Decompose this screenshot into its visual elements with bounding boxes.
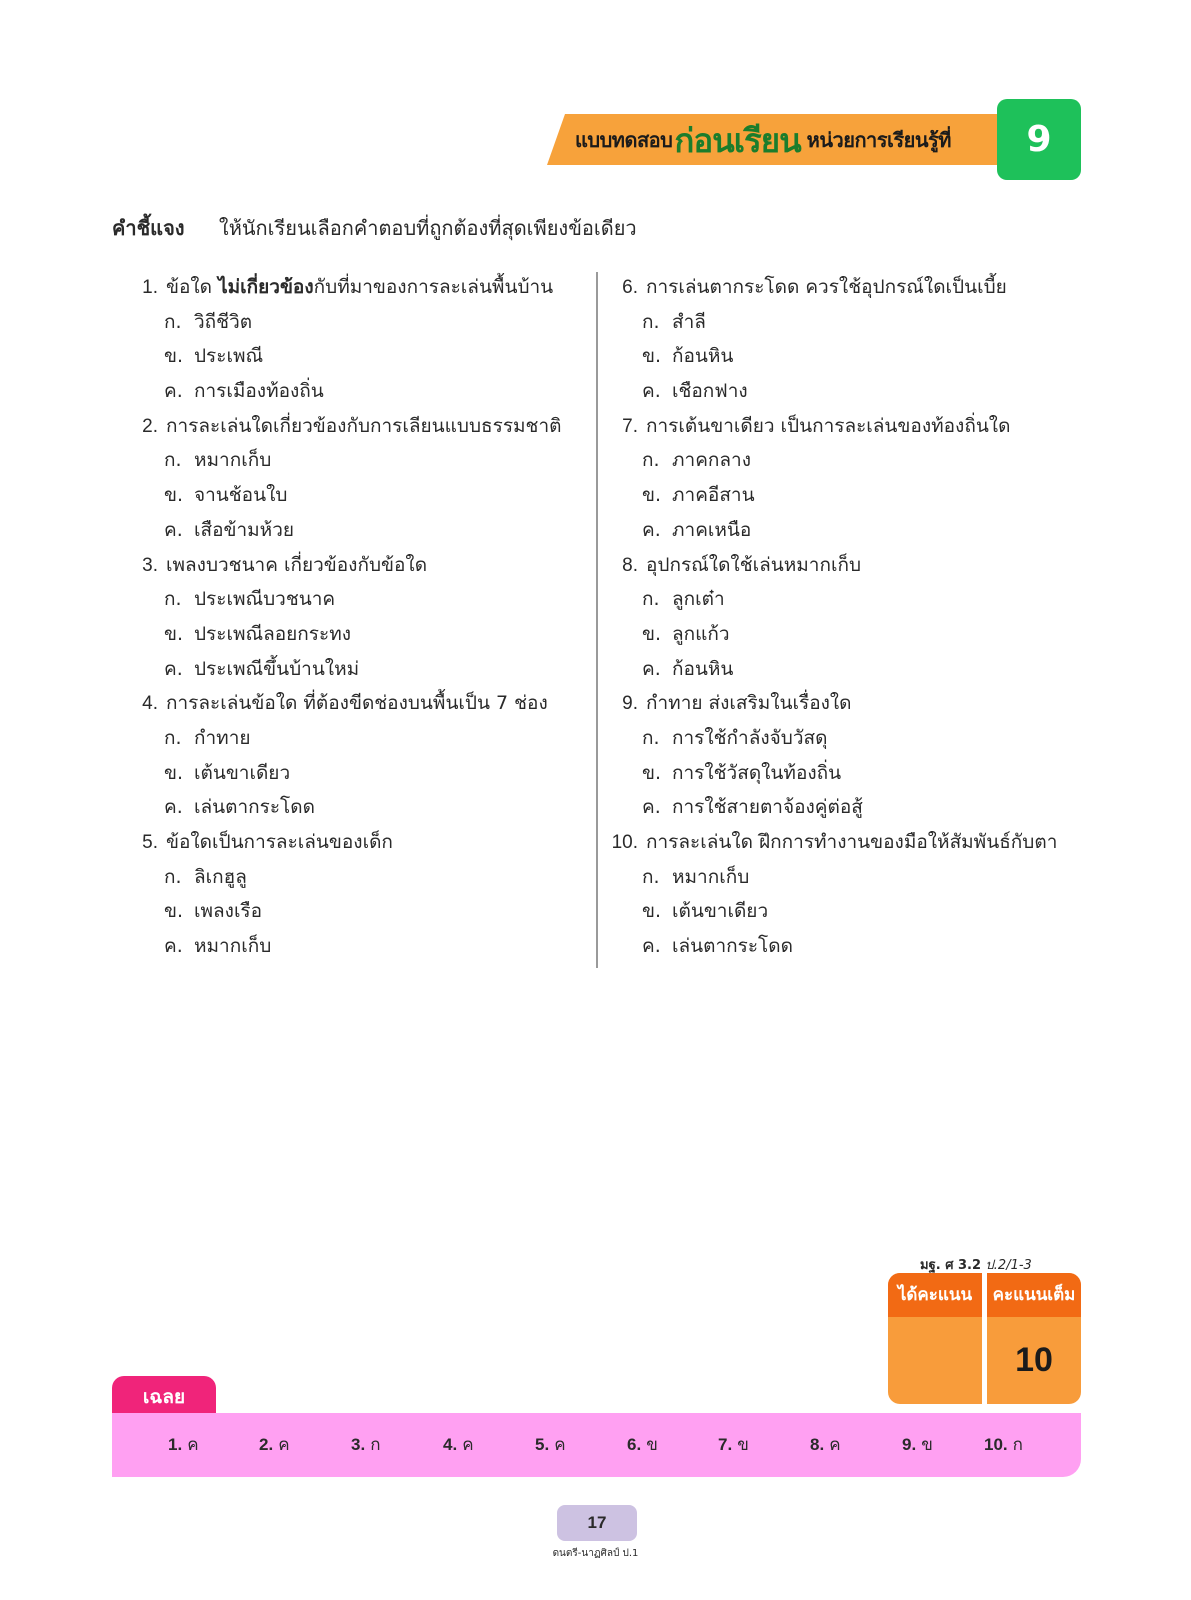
option-text: สำลี	[672, 310, 706, 333]
question-number: 6.	[622, 277, 638, 298]
answer-key-value: ก	[370, 1435, 381, 1455]
standard-label: มฐ. ศ 3.2	[920, 1258, 982, 1273]
option-text: ภาคเหนือ	[672, 518, 752, 541]
question-text	[166, 415, 561, 437]
answer-option	[608, 443, 1088, 478]
option-text: เพลงเรือ	[194, 900, 263, 923]
option-text: เสือข้ามห้วย	[194, 518, 295, 541]
answer-key-number: 9.	[902, 1435, 917, 1454]
question-text	[646, 554, 861, 576]
option-text: การใช้สายตาจ้องคู่ต่อสู้	[672, 796, 863, 819]
questions-column-left	[130, 270, 590, 964]
answer-key-value: ข	[921, 1435, 933, 1455]
answer-key-number: 8.	[810, 1435, 825, 1454]
score-full-label: คะแนนเต็ม	[987, 1273, 1081, 1317]
option-letter: ข.	[642, 761, 662, 784]
option-text: จานช้อนใบ	[194, 484, 288, 507]
header-title	[575, 117, 951, 163]
score-full-value: 10	[1015, 1341, 1053, 1379]
unit-number-badge: 9	[997, 99, 1081, 180]
answer-option	[130, 478, 590, 513]
question-text	[166, 554, 427, 576]
question-number: 4.	[142, 693, 158, 715]
option-text: ประเพณีบวชนาค	[194, 588, 336, 611]
question-item	[608, 825, 1088, 964]
instruction-text: ให้นักเรียนเลือกคำตอบที่ถูกต้องที่สุดเพียงข้อเดียว	[218, 216, 637, 240]
option-letter: ก.	[164, 588, 182, 611]
question-line	[130, 409, 590, 444]
instruction-label: คำชี้แจง	[112, 216, 185, 240]
answer-option	[130, 513, 590, 548]
option-letter: ข.	[642, 622, 662, 645]
score-box	[888, 1273, 1081, 1404]
answer-key-number: 10.	[984, 1435, 1008, 1454]
option-text: วิถีชีวิต	[194, 310, 253, 333]
answer-option	[608, 374, 1088, 409]
option-text: ลิเกฮูลู	[194, 865, 247, 888]
question-text-start: ข้อใดเป็นการละเล่นของเด็ก	[166, 831, 393, 853]
option-letter: ค.	[642, 657, 661, 680]
answer-option	[608, 617, 1088, 652]
standard-code	[920, 1254, 1032, 1275]
question-item	[130, 825, 590, 964]
option-text: หมากเก็บ	[194, 935, 272, 958]
answer-option	[608, 721, 1088, 756]
answer-key-item	[443, 1413, 474, 1477]
option-letter: ข.	[164, 345, 184, 368]
question-item	[608, 409, 1088, 548]
option-text: เล่นตากระโดด	[672, 935, 793, 958]
question-item	[608, 270, 1088, 409]
answer-option	[130, 582, 590, 617]
question-number: 1.	[142, 277, 158, 298]
option-text: ลูกแก้ว	[672, 622, 730, 645]
answer-option	[130, 790, 590, 825]
question-text	[166, 276, 553, 298]
answer-option	[608, 478, 1088, 513]
option-letter: ข.	[164, 484, 184, 507]
answer-option	[608, 339, 1088, 374]
answer-key-item	[535, 1413, 566, 1477]
answer-key-value: ก	[1012, 1435, 1023, 1455]
answer-option	[130, 339, 590, 374]
question-text-start: การละเล่นใด ฝึกการทำงานของมือให้สัมพันธ์กับตา	[646, 831, 1058, 853]
question-text	[646, 831, 1057, 853]
question-number: 7.	[622, 415, 638, 437]
option-text: ก้อนหิน	[672, 657, 734, 680]
answer-key-strip	[112, 1413, 1081, 1477]
answer-key-value: ข	[646, 1435, 658, 1455]
option-text: หมากเก็บ	[672, 865, 750, 888]
column-divider	[596, 272, 598, 968]
question-text-start: เพลงบวชนาค เกี่ยวข้องกับข้อใด	[166, 553, 428, 576]
option-letter: ก.	[642, 588, 660, 611]
option-letter: ค.	[642, 796, 661, 819]
instruction	[112, 212, 637, 244]
answer-key-number: 4.	[443, 1435, 458, 1454]
question-number: 10.	[611, 832, 638, 853]
option-text: เต้นขาเดียว	[672, 900, 769, 923]
option-text: หมากเก็บ	[194, 449, 272, 472]
option-letter: ค.	[164, 518, 183, 541]
answer-key-item	[351, 1413, 380, 1477]
answer-key-item	[810, 1413, 841, 1477]
question-number: 8.	[622, 554, 638, 576]
option-text: เชือกฟาง	[672, 380, 748, 403]
option-letter: ค.	[642, 935, 661, 958]
option-letter: ค.	[642, 518, 661, 541]
option-text: กำทาย	[194, 726, 251, 749]
answer-key-value: ค	[829, 1435, 841, 1455]
book-title: ดนตรี-นาฏศิลป์ ป.1	[552, 1548, 639, 1559]
question-text-start: กำทาย ส่งเสริมในเรื่องใด	[646, 692, 852, 715]
answer-option	[130, 305, 590, 340]
option-letter: ข.	[164, 622, 184, 645]
header-suffix: หน่วยการเรียนรู้ที่	[806, 128, 951, 152]
question-line	[130, 548, 590, 583]
question-number: 2.	[142, 415, 158, 437]
question-text-start: อุปกรณ์ใดใช้เล่นหมากเก็บ	[646, 553, 862, 576]
answer-option	[130, 894, 590, 929]
answer-option	[608, 756, 1088, 791]
answer-option	[608, 305, 1088, 340]
answer-option	[130, 443, 590, 478]
answer-key-value: ค	[187, 1435, 199, 1455]
answer-key-item	[718, 1413, 749, 1477]
answer-option	[130, 929, 590, 964]
answer-key-number: 7.	[718, 1435, 733, 1454]
question-text-start: ข้อใด	[166, 276, 219, 298]
question-item	[608, 548, 1088, 687]
option-text: ภาคอีสาน	[672, 484, 755, 507]
answer-option	[608, 860, 1088, 895]
answer-option	[130, 652, 590, 687]
question-line	[130, 270, 590, 305]
answer-option	[608, 652, 1088, 687]
question-line	[130, 825, 590, 860]
option-letter: ก.	[642, 865, 660, 888]
question-item	[130, 409, 590, 548]
option-letter: ก.	[164, 449, 182, 472]
page-number: 17	[557, 1505, 637, 1541]
answer-key-item	[168, 1413, 199, 1477]
option-letter: ข.	[642, 345, 662, 368]
option-letter: ค.	[164, 657, 183, 680]
question-number: 3.	[142, 554, 158, 576]
question-text-start: การเต้นขาเดียว เป็นการละเล่นของท้องถิ่นใด	[646, 414, 1011, 437]
answer-option	[130, 756, 590, 791]
answer-option	[130, 860, 590, 895]
question-item	[608, 686, 1088, 825]
option-text: ลูกเต๋า	[672, 588, 725, 611]
answer-key-number: 6.	[627, 1435, 642, 1454]
option-text: การใช้กำลังจับวัสดุ	[672, 726, 828, 749]
question-item	[130, 270, 590, 409]
option-letter: ก.	[642, 726, 660, 749]
standard-indicator: ป.2/1-3	[985, 1258, 1032, 1273]
answer-key-tab: เฉลย	[112, 1376, 216, 1416]
answer-option	[608, 790, 1088, 825]
header-highlight: ก่อนเรียน	[674, 120, 801, 160]
option-letter: ก.	[164, 310, 182, 333]
answer-option	[130, 721, 590, 756]
option-text: ภาคกลาง	[672, 449, 751, 472]
question-text	[166, 692, 548, 714]
question-text-start: การละเล่นใดเกี่ยวข้องกับการเลียนแบบธรรมชาติ	[166, 414, 562, 437]
question-text-start: การเล่นตากระโดด ควรใช้อุปกรณ์ใดเป็นเบี้ย	[646, 276, 1007, 298]
answer-key-item	[984, 1413, 1023, 1477]
answer-key-value: ค	[462, 1435, 474, 1455]
question-line	[130, 686, 590, 721]
question-line	[608, 270, 1088, 305]
answer-key-number: 2.	[259, 1435, 274, 1454]
question-text	[646, 415, 1010, 437]
option-letter: ข.	[642, 484, 662, 507]
question-text	[646, 692, 852, 714]
question-emphasis: ไม่เกี่ยวข้อง	[218, 276, 314, 298]
score-got-label: ได้คะแนน	[888, 1273, 982, 1317]
answer-key-item	[627, 1413, 658, 1477]
answer-option	[130, 617, 590, 652]
question-item	[130, 548, 590, 687]
question-text	[166, 831, 393, 853]
question-number: 9.	[622, 693, 638, 715]
answer-key-number: 5.	[535, 1435, 550, 1454]
option-text: ประเพณีลอยกระทง	[194, 622, 352, 645]
option-letter: ค.	[164, 796, 183, 819]
answer-option	[608, 513, 1088, 548]
question-line	[608, 548, 1088, 583]
answer-key-value: ค	[278, 1435, 290, 1455]
option-text: เต้นขาเดียว	[194, 761, 291, 784]
option-letter: ก.	[642, 310, 660, 333]
answer-key-number: 3.	[351, 1435, 366, 1454]
option-letter: ก.	[642, 449, 660, 472]
option-letter: ค.	[164, 935, 183, 958]
question-line	[608, 825, 1088, 860]
option-text: การใช้วัสดุในท้องถิ่น	[672, 761, 842, 784]
questions-column-right	[608, 270, 1088, 964]
question-item	[130, 686, 590, 825]
option-letter: ก.	[164, 865, 182, 888]
header-prefix: แบบทดสอบ	[575, 128, 673, 152]
question-line	[608, 409, 1088, 444]
answer-key-value: ข	[737, 1435, 749, 1455]
answer-key-number: 1.	[168, 1435, 183, 1454]
answer-key-value: ค	[554, 1435, 566, 1455]
answer-key-item	[902, 1413, 933, 1477]
option-text: ก้อนหิน	[672, 345, 734, 368]
question-text-start: การละเล่นข้อใด ที่ต้องขีดช่องบนพื้นเป็น 7 ช่อง	[166, 692, 548, 715]
option-letter: ค.	[642, 380, 661, 403]
option-text: เล่นตากระโดด	[194, 796, 315, 819]
option-text: การเมืองท้องถิ่น	[194, 380, 324, 403]
option-letter: ค.	[164, 380, 183, 403]
option-text: ประเพณีขึ้นบ้านใหม่	[194, 657, 360, 680]
answer-option	[608, 894, 1088, 929]
option-text: ประเพณี	[194, 345, 264, 368]
option-letter: ก.	[164, 726, 182, 749]
question-number: 5.	[142, 832, 158, 853]
option-letter: ข.	[164, 900, 184, 923]
question-text-end: กับที่มาของการละเล่นพื้นบ้าน	[313, 276, 554, 298]
answer-option	[608, 929, 1088, 964]
question-line	[608, 686, 1088, 721]
answer-option	[608, 582, 1088, 617]
answer-key-item	[259, 1413, 290, 1477]
option-letter: ข.	[642, 900, 662, 923]
option-letter: ข.	[164, 761, 184, 784]
question-text	[646, 276, 1007, 298]
answer-option	[130, 374, 590, 409]
